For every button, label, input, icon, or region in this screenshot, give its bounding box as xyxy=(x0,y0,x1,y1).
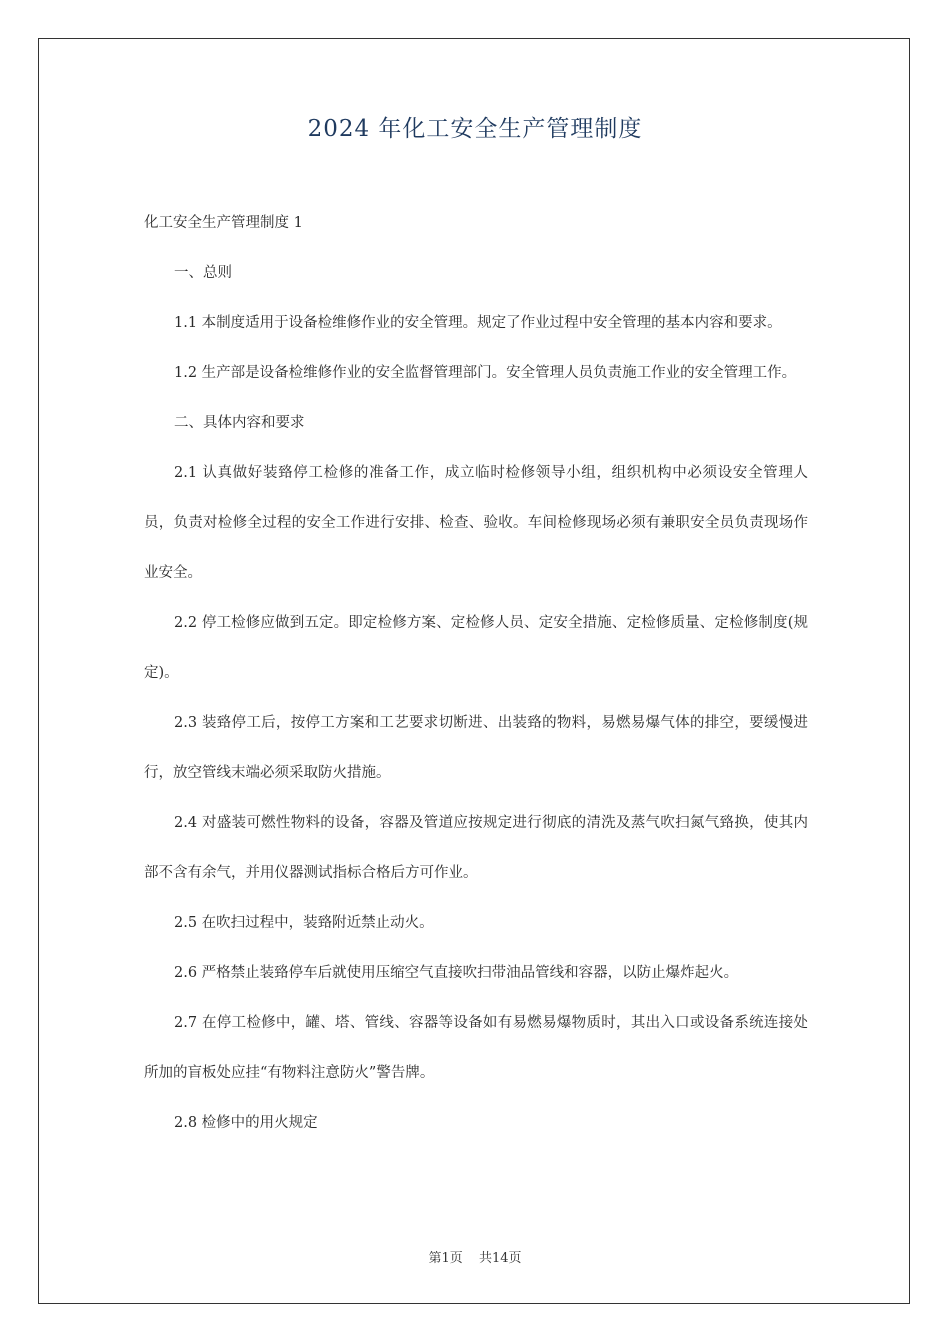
paragraph: 2.8 检修中的用火规定 xyxy=(174,1115,318,1131)
paragraph: 2.6 严格禁止装臵停车后就使用压缩空气直接吹扫带油品管线和容器，以防止爆炸起火。 xyxy=(174,965,739,981)
paragraph: 2.5 在吹扫过程中，装臵附近禁止动火。 xyxy=(174,915,434,931)
page-footer xyxy=(0,1247,950,1266)
paragraph: 2.4 对盛装可燃性物料的设备，容器及管道应按规定进行彻底的清洗及蒸气吹扫氮气臵换，使其内部不含有余气，并用仪器测试指标合格后方可作业。 xyxy=(144,815,808,881)
paragraph: 1.1 本制度适用于设备检维修作业的安全管理。规定了作业过程中安全管理的基本内容和要求。 xyxy=(174,315,782,331)
chapter-heading: 二、具体内容和要求 xyxy=(174,415,305,431)
paragraph: 2.2 停工检修应做到五定。即定检修方案、定检修人员、定安全措施、定检修质量、定检修制度(规定)。 xyxy=(144,615,808,681)
paragraph: 2.3 装臵停工后，按停工方案和工艺要求切断进、出装臵的物料，易燃易爆气体的排空，要缓慢进行，放空管线末端必须采取防火措施。 xyxy=(144,715,808,781)
section-heading: 化工安全生产管理制度 1 xyxy=(144,215,303,231)
paragraph: 2.7 在停工检修中，罐、塔、管线、容器等设备如有易燃易爆物质时，其出入口或设备系统连接处所加的盲板处应挂“有物料注意防火”警告牌。 xyxy=(144,1015,808,1081)
paragraph: 2.1 认真做好装臵停工检修的准备工作，成立临时检修领导小组，组织机构中必须设安全管理人员，负责对检修全过程的安全工作进行安排、检查、验收。车间检修现场必须有兼职安全员负责现场作业安全。 xyxy=(144,465,808,581)
paragraph: 1.2 生产部是设备检维修作业的安全监督管理部门。安全管理人员负责施工作业的安全管理工作。 xyxy=(174,365,797,381)
document-body xyxy=(144,198,808,1148)
document-title: 2024 年化工安全生产管理制度 xyxy=(307,116,643,142)
page-number: 第1页 xyxy=(428,1251,463,1266)
chapter-heading: 一、总则 xyxy=(174,265,232,281)
page-total: 共14页 xyxy=(478,1251,522,1266)
